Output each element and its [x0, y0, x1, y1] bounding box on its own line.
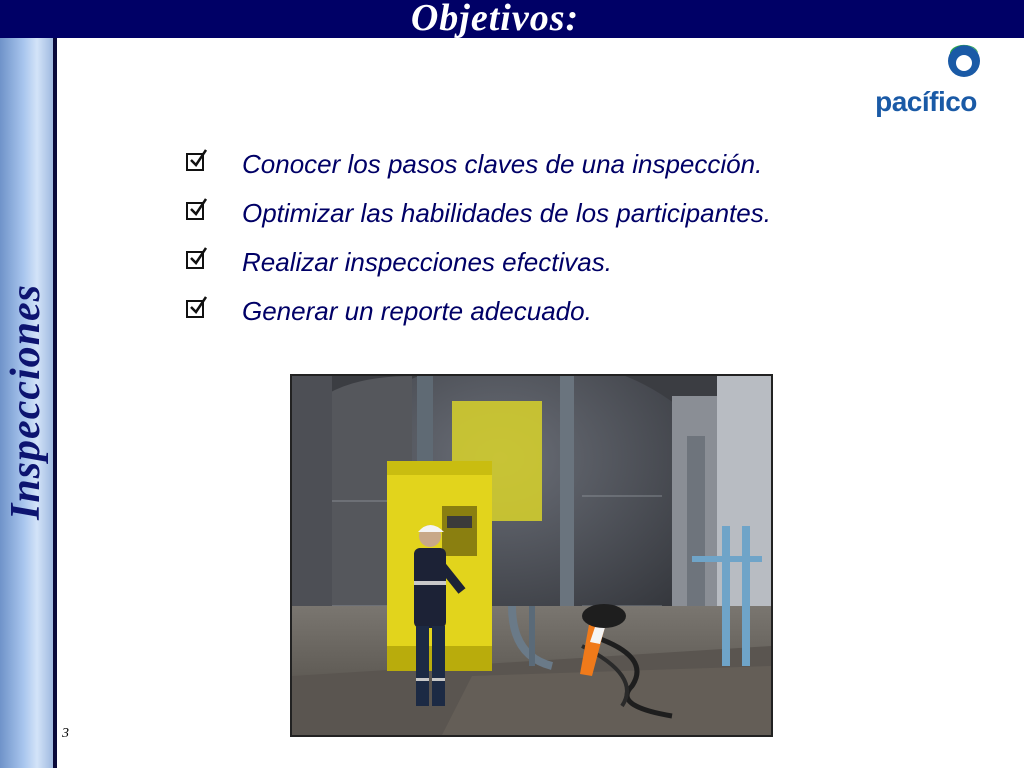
checkbox-checked-icon	[186, 202, 204, 220]
list-item	[186, 287, 771, 336]
sidebar-label: Inspecciones	[3, 284, 49, 520]
checkbox-checked-icon	[186, 300, 204, 318]
logo-text: pacífico	[875, 86, 977, 117]
list-item	[186, 140, 771, 189]
inspection-photo	[290, 374, 773, 737]
checkbox-checked-icon	[186, 251, 204, 269]
inspection-photo-illustration	[292, 376, 771, 735]
list-item	[186, 238, 771, 287]
objective-text: Conocer los pasos claves de una inspección.	[242, 149, 763, 179]
slide-title: Objetivos:	[410, 0, 580, 39]
pacifico-logo-icon	[868, 44, 984, 88]
checkbox-checked-icon	[186, 153, 204, 171]
objectives-list	[186, 140, 771, 336]
list-item	[186, 189, 771, 238]
sidebar-divider	[53, 38, 57, 768]
page-number: 3	[62, 726, 69, 741]
objective-text: Generar un reporte adecuado.	[242, 296, 592, 326]
objective-text: Realizar inspecciones efectivas.	[242, 247, 612, 277]
pacifico-logo	[868, 44, 984, 124]
objective-text: Optimizar las habilidades de los participantes.	[242, 198, 771, 228]
